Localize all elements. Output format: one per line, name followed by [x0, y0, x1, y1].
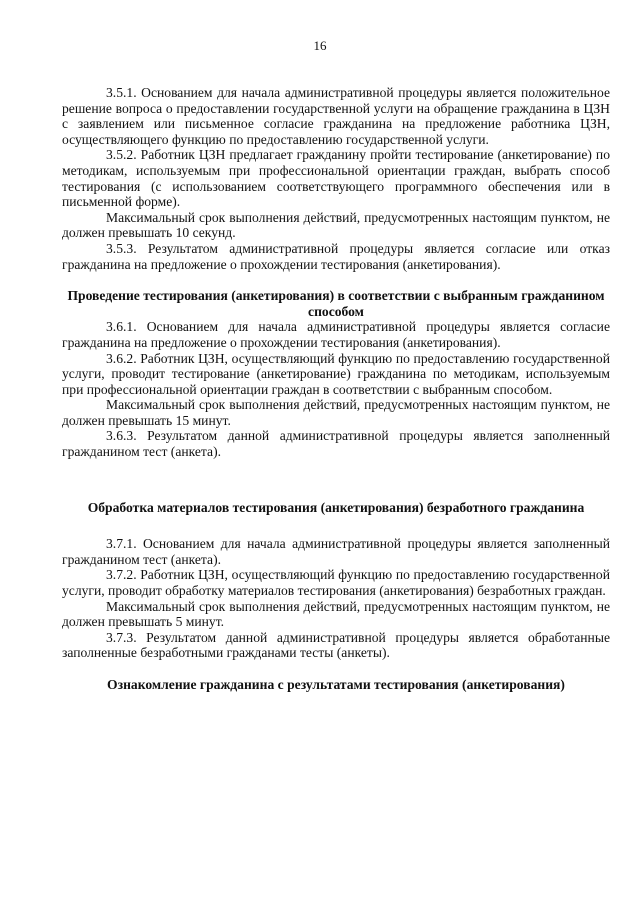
section-heading-testing: Проведение тестирования (анкетирования) в соответствии с выбранным гражданином способом — [67, 288, 605, 319]
document-body — [62, 85, 610, 693]
paragraph-3-7-3: 3.7.3. Результатом данной административной процедуры является обработанные заполненные безработными гражданами тесты (анкеты). — [62, 629, 610, 661]
paragraph-3-6-2: 3.6.2. Работник ЦЗН, осуществляющий функцию по предоставлению государственной услуги, проводит тестирование (анкетирование) гражданина по методикам, используемым при профессиональной ориентации граждан в соответствии с выбранным способом. — [62, 350, 610, 397]
section-heading-processing: Обработка материалов тестирования (анкетирования) безработного гражданина — [87, 499, 585, 515]
paragraph-time-limit-3: Максимальный срок выполнения действий, предусмотренных настоящим пунктом, не должен превышать 5 минут. — [62, 598, 610, 630]
paragraph-3-6-1: 3.6.1. Основанием для начала административной процедуры является согласие гражданина на предложение о прохождении тестирования (анкетирования). — [62, 319, 610, 350]
paragraph-3-5-1: 3.5.1. Основанием для начала административной процедуры является положительное решение вопроса о предоставлении государственной услуги на обращение гражданина в ЦЗН с заявлением или письменное согласие гражданина на предложение работника ЦЗН, осуществляющего функцию по предоставлению государственной услуги. — [62, 85, 610, 147]
page-number: 16 — [313, 38, 327, 53]
paragraph-3-7-1: 3.7.1. Основанием для начала административной процедуры является заполненный гражданином тест (анкета). — [62, 536, 610, 567]
section-heading-results: Ознакомление гражданина с результатами тестирования (анкетирования) — [107, 677, 565, 692]
paragraph-3-7-2: 3.7.2. Работник ЦЗН, осуществляющий функцию по предоставлению государственной услуги, проводит обработку материалов тестирования (анкетирования) безработных граждан. — [62, 567, 610, 599]
paragraph-time-limit-1: Максимальный срок выполнения действий, предусмотренных настоящим пунктом, не должен превышать 10 секунд. — [62, 209, 610, 241]
paragraph-3-6-3: 3.6.3. Результатом данной административной процедуры является заполненный гражданином тест (анкета). — [62, 428, 610, 460]
paragraph-3-5-2: 3.5.2. Работник ЦЗН предлагает гражданину пройти тестирование (анкетирование) по методикам, используемым при профессиональной ориентации граждан, выбрать способ тестирования (с использованием соответствующего программного обеспечения или в письменной форме). — [62, 147, 610, 210]
paragraph-3-5-3: 3.5.3. Результатом административной процедуры является согласие или отказ гражданина на предложение о прохождении тестирования (анкетирования). — [62, 240, 610, 272]
paragraph-time-limit-2: Максимальный срок выполнения действий, предусмотренных настоящим пунктом, не должен превышать 15 минут. — [62, 397, 610, 428]
